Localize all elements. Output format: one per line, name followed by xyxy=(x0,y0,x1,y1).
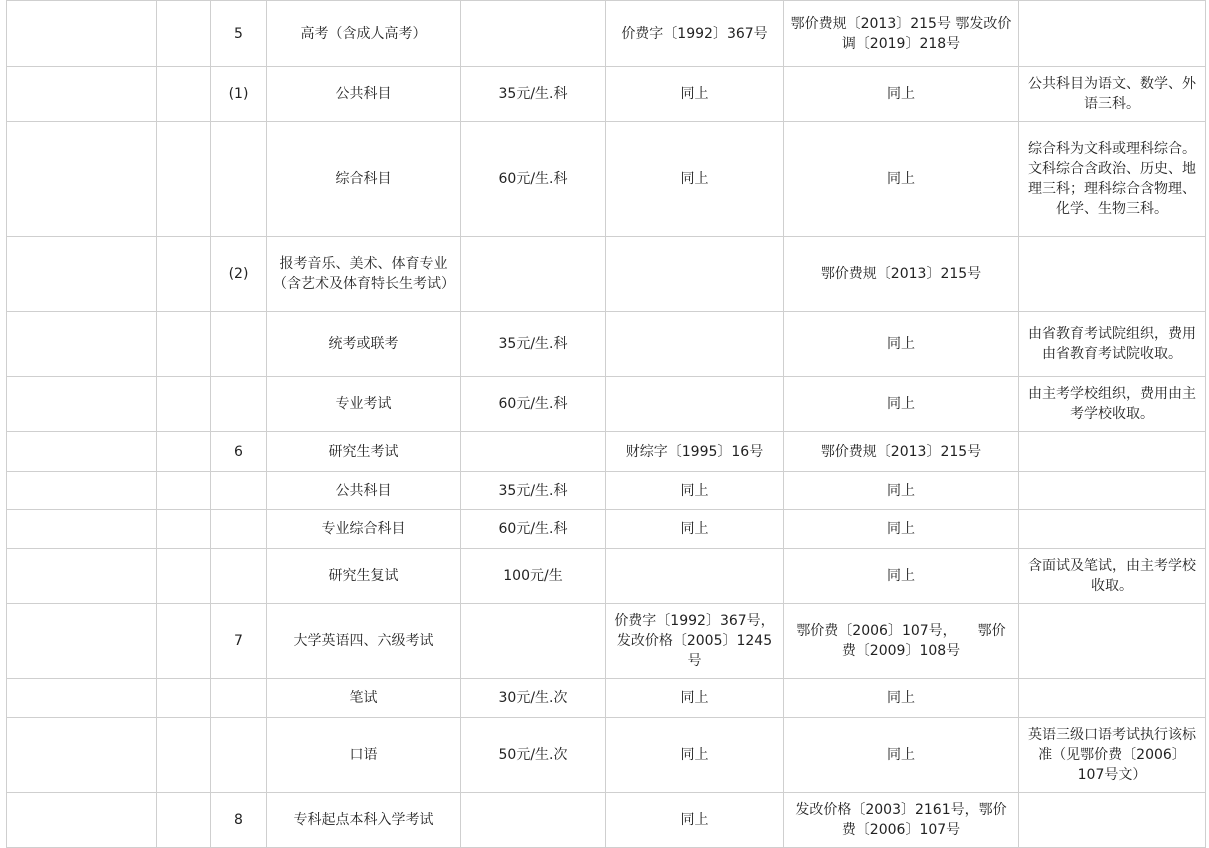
table-row xyxy=(7,510,1206,549)
remark xyxy=(1019,432,1206,472)
item-name: 专业考试 xyxy=(267,377,461,432)
blank-cell xyxy=(157,679,211,718)
item-number xyxy=(211,312,267,377)
blank-cell xyxy=(157,377,211,432)
blank-cell xyxy=(157,604,211,679)
fee-standard xyxy=(461,432,606,472)
basis-national: 价费字〔1992〕367号 xyxy=(606,1,784,67)
basis-provincial: 鄂价费〔2006〕107号， 鄂价费〔2009〕108号 xyxy=(784,604,1019,679)
item-number: 8 xyxy=(211,793,267,848)
basis-national: 同上 xyxy=(606,718,784,793)
table-row xyxy=(7,377,1206,432)
item-name: 报考音乐、美术、体育专业（含艺术及体育特长生考试） xyxy=(267,237,461,312)
remark: 公共科目为语文、数学、外语三科。 xyxy=(1019,67,1206,122)
blank-cell xyxy=(7,377,157,432)
blank-cell xyxy=(7,1,157,67)
table-row xyxy=(7,549,1206,604)
remark xyxy=(1019,604,1206,679)
table-row xyxy=(7,604,1206,679)
basis-provincial: 鄂价费规〔2013〕215号 xyxy=(784,237,1019,312)
blank-cell xyxy=(157,793,211,848)
table-row xyxy=(7,67,1206,122)
fee-standard: 100元/生 xyxy=(461,549,606,604)
fee-standard: 60元/生.科 xyxy=(461,122,606,237)
blank-cell xyxy=(157,432,211,472)
basis-national: 同上 xyxy=(606,122,784,237)
basis-national xyxy=(606,237,784,312)
fee-standard xyxy=(461,793,606,848)
table-row xyxy=(7,312,1206,377)
table-row xyxy=(7,1,1206,67)
fee-standard: 35元/生.科 xyxy=(461,312,606,377)
blank-cell xyxy=(7,67,157,122)
blank-cell xyxy=(7,122,157,237)
fee-standard: 35元/生.科 xyxy=(461,472,606,510)
blank-cell xyxy=(157,312,211,377)
item-number xyxy=(211,510,267,549)
item-number xyxy=(211,472,267,510)
blank-cell xyxy=(7,312,157,377)
blank-cell xyxy=(157,510,211,549)
remark: 综合科为文科或理科综合。文科综合含政治、历史、地理三科；理科综合含物理、化学、生物三科。 xyxy=(1019,122,1206,237)
item-number: 6 xyxy=(211,432,267,472)
basis-provincial: 同上 xyxy=(784,718,1019,793)
table-row xyxy=(7,122,1206,237)
basis-provincial: 同上 xyxy=(784,312,1019,377)
remark xyxy=(1019,237,1206,312)
basis-national xyxy=(606,377,784,432)
item-name: 综合科目 xyxy=(267,122,461,237)
item-name: 公共科目 xyxy=(267,67,461,122)
item-name: 统考或联考 xyxy=(267,312,461,377)
basis-national: 同上 xyxy=(606,67,784,122)
fee-standard xyxy=(461,1,606,67)
item-name: 大学英语四、六级考试 xyxy=(267,604,461,679)
blank-cell xyxy=(157,67,211,122)
table-body xyxy=(7,0,1206,848)
remark: 英语三级口语考试执行该标准（见鄂价费〔2006〕107号文） xyxy=(1019,718,1206,793)
item-number xyxy=(211,679,267,718)
item-name: 专科起点本科入学考试 xyxy=(267,793,461,848)
blank-cell xyxy=(7,793,157,848)
table-row xyxy=(7,718,1206,793)
table-row xyxy=(7,432,1206,472)
table-row xyxy=(7,472,1206,510)
blank-cell xyxy=(7,718,157,793)
blank-cell xyxy=(157,718,211,793)
remark xyxy=(1019,1,1206,67)
blank-cell xyxy=(157,237,211,312)
basis-provincial: 同上 xyxy=(784,67,1019,122)
fee-standard: 35元/生.科 xyxy=(461,67,606,122)
item-name: 公共科目 xyxy=(267,472,461,510)
blank-cell xyxy=(7,472,157,510)
fee-standard: 50元/生.次 xyxy=(461,718,606,793)
item-number xyxy=(211,549,267,604)
table-row xyxy=(7,793,1206,848)
blank-cell xyxy=(157,549,211,604)
basis-provincial: 同上 xyxy=(784,549,1019,604)
basis-provincial: 同上 xyxy=(784,377,1019,432)
blank-cell xyxy=(157,122,211,237)
item-number xyxy=(211,377,267,432)
blank-cell xyxy=(7,237,157,312)
remark xyxy=(1019,793,1206,848)
basis-provincial: 同上 xyxy=(784,472,1019,510)
item-name: 专业综合科目 xyxy=(267,510,461,549)
basis-national: 财综字〔1995〕16号 xyxy=(606,432,784,472)
table-row xyxy=(7,679,1206,718)
basis-provincial: 发改价格〔2003〕2161号，鄂价费〔2006〕107号 xyxy=(784,793,1019,848)
blank-cell xyxy=(7,604,157,679)
blank-cell xyxy=(7,679,157,718)
basis-provincial: 鄂价费规〔2013〕215号 xyxy=(784,432,1019,472)
fee-standards-table xyxy=(6,0,1206,848)
fee-standard: 60元/生.科 xyxy=(461,377,606,432)
basis-provincial: 同上 xyxy=(784,122,1019,237)
item-number: 7 xyxy=(211,604,267,679)
item-number xyxy=(211,718,267,793)
remark xyxy=(1019,472,1206,510)
remark: 由省教育考试院组织，费用由省教育考试院收取。 xyxy=(1019,312,1206,377)
item-name: 研究生复试 xyxy=(267,549,461,604)
item-name: 研究生考试 xyxy=(267,432,461,472)
basis-provincial: 同上 xyxy=(784,510,1019,549)
fee-standard: 30元/生.次 xyxy=(461,679,606,718)
fee-standard xyxy=(461,604,606,679)
blank-cell xyxy=(157,1,211,67)
remark xyxy=(1019,679,1206,718)
item-name: 笔试 xyxy=(267,679,461,718)
basis-national: 同上 xyxy=(606,510,784,549)
remark: 由主考学校组织，费用由主考学校收取。 xyxy=(1019,377,1206,432)
blank-cell xyxy=(7,510,157,549)
blank-cell xyxy=(7,549,157,604)
item-number xyxy=(211,122,267,237)
basis-national: 同上 xyxy=(606,793,784,848)
blank-cell xyxy=(7,432,157,472)
fee-standard: 60元/生.科 xyxy=(461,510,606,549)
basis-provincial: 同上 xyxy=(784,679,1019,718)
remark: 含面试及笔试，由主考学校收取。 xyxy=(1019,549,1206,604)
fee-standard xyxy=(461,237,606,312)
basis-national xyxy=(606,312,784,377)
item-number: (2) xyxy=(211,237,267,312)
basis-provincial: 鄂价费规〔2013〕215号 鄂发改价调〔2019〕218号 xyxy=(784,1,1019,67)
basis-national: 同上 xyxy=(606,472,784,510)
item-name: 高考（含成人高考） xyxy=(267,1,461,67)
item-number: 5 xyxy=(211,1,267,67)
blank-cell xyxy=(157,472,211,510)
basis-national: 同上 xyxy=(606,679,784,718)
basis-national: 价费字〔1992〕367号，发改价格〔2005〕1245号 xyxy=(606,604,784,679)
item-number: (1) xyxy=(211,67,267,122)
basis-national xyxy=(606,549,784,604)
item-name: 口语 xyxy=(267,718,461,793)
remark xyxy=(1019,510,1206,549)
table-row xyxy=(7,237,1206,312)
